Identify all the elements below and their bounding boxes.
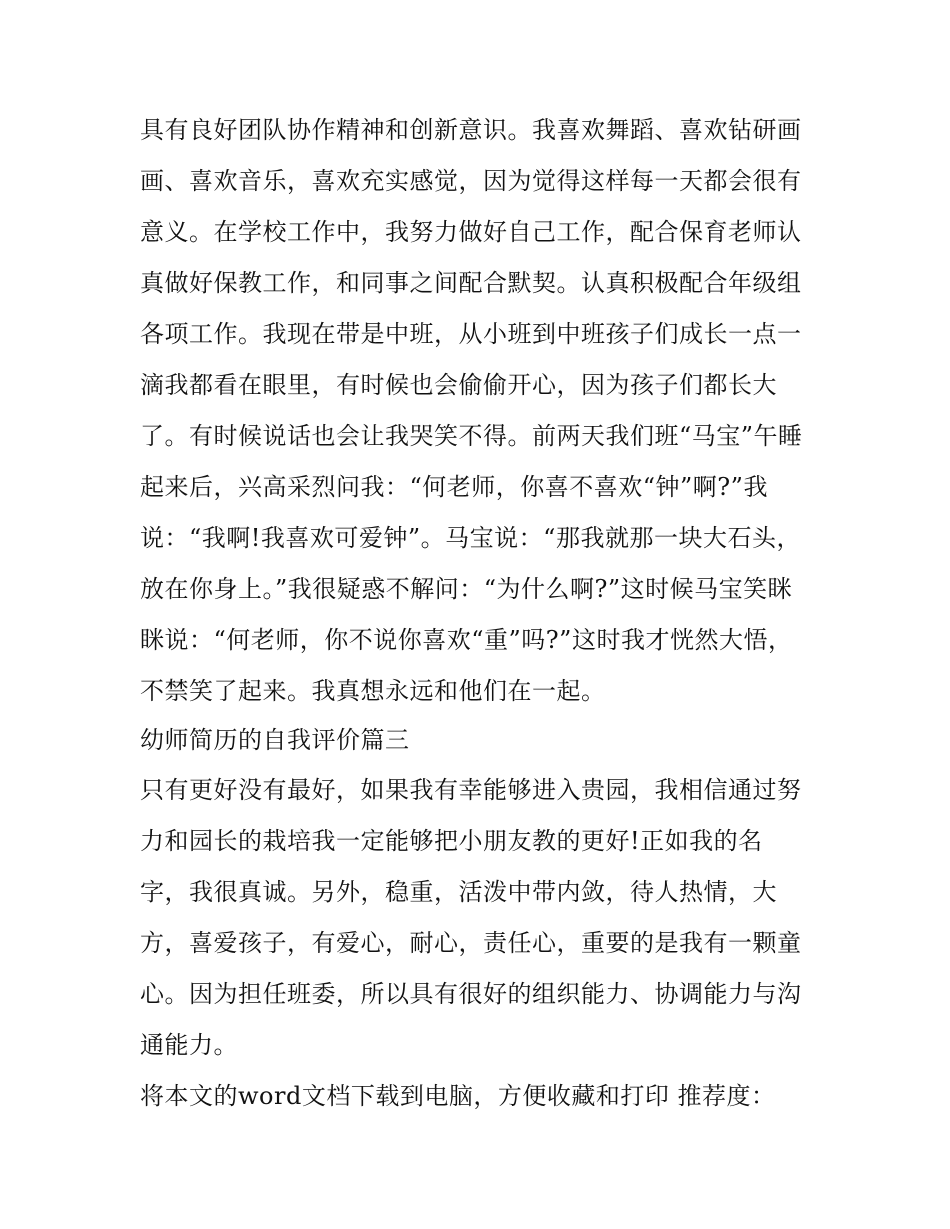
paragraph1-line-6: 滴我都看在眼里，有时候也会偷偷开心，因为孩子们都长大: [140, 371, 777, 399]
paragraph1-line-7: 了。有时候说话也会让我哭笑不得。前两天我们班“马宝”午睡: [140, 422, 803, 450]
paragraph1-line-4: 真做好保教工作，和同事之间配合默契。认真积极配合年级组: [140, 269, 802, 297]
paragraph1-line-5: 各项工作。我现在带是中班，从小班到中班孩子们成长一点一: [140, 320, 802, 348]
paragraph1-line-1: 具有良好团队协作精神和创新意识。我喜欢舞蹈、喜欢钻研画: [140, 116, 802, 144]
paragraph1-line-10: 放在你身上。”我很疑惑不解问：“为什么啊?”这时候马宝笑眯: [140, 575, 793, 603]
section-heading: 幼师简历的自我评价篇三: [140, 726, 410, 754]
paragraph2-line-6: 通能力。: [140, 1031, 238, 1059]
paragraph1-line-11: 眯说：“何老师，你不说你喜欢“重”吗?”这时我才恍然大悟，: [140, 626, 793, 654]
paragraph2-line-2: 力和园长的栽培我一定能够把小朋友教的更好!正如我的名: [140, 827, 763, 855]
download-note: 将本文的word文档下载到电脑，方便收藏和打印 推荐度：: [140, 1082, 776, 1110]
paragraph1-line-12: 不禁笑了起来。我真想永远和他们在一起。: [140, 677, 606, 705]
paragraph2-line-4: 方，喜爱孩子，有爱心，耐心，责任心，重要的是我有一颗童: [140, 929, 802, 957]
paragraph2-line-3: 字，我很真诚。另外，稳重，活泼中带内敛，待人热情，大: [140, 878, 777, 906]
paragraph1-line-2: 画、喜欢音乐，喜欢充实感觉，因为觉得这样每一天都会很有: [140, 167, 802, 195]
paragraph2-line-1: 只有更好没有最好，如果我有幸能够进入贵园，我相信通过努: [140, 776, 802, 804]
paragraph1-line-9: 说：“我啊!我喜欢可爱钟”。马宝说：“那我就那一块大石头，: [140, 524, 801, 552]
paragraph1-line-8: 起来后，兴高采烈问我：“何老师，你喜不喜欢“钟”啊?”我: [140, 473, 768, 501]
paragraph1-line-3: 意义。在学校工作中，我努力做好自己工作，配合保育老师认: [140, 218, 802, 246]
paragraph2-line-5: 心。因为担任班委，所以具有很好的组织能力、协调能力与沟: [140, 980, 802, 1008]
